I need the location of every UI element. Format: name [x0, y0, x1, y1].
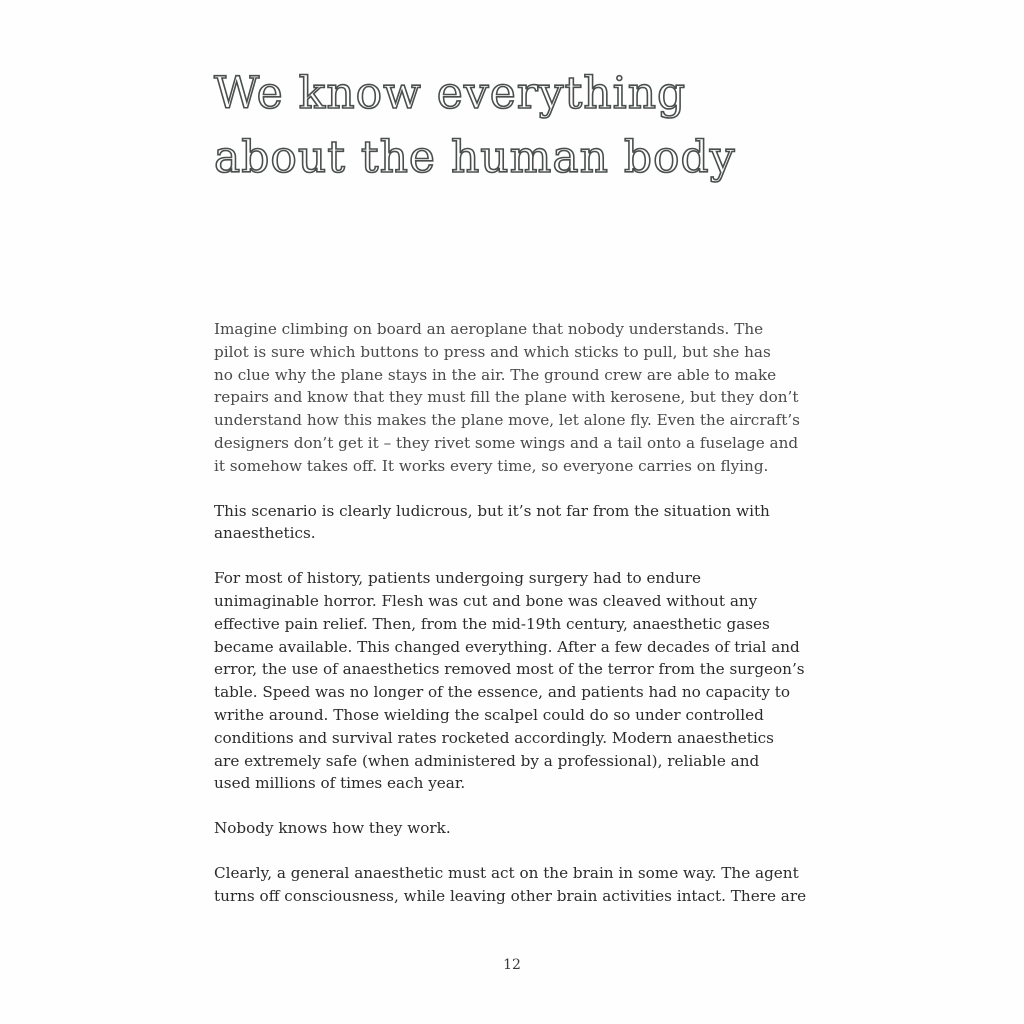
text-line: are extremely safe (when administered by a professional), reliable and — [214, 751, 760, 770]
text-line: no clue why the plane stays in the air. The ground crew are able to make — [214, 365, 777, 384]
paragraph-brain — [214, 862, 814, 908]
text-line: repairs and know that they must fill the plane with kerosene, but they don’t — [214, 388, 799, 407]
paragraph-nobody-knows — [214, 817, 814, 840]
text-line: conditions and survival rates rocketed accordingly. Modern anaesthetics — [214, 728, 774, 747]
text-line: designers don’t get it – they rivet some wings and a tail onto a fuselage and — [214, 433, 799, 452]
paragraph-aeroplane-analogy — [214, 318, 814, 478]
text-line: used millions of times each year. — [214, 774, 466, 793]
paragraph-history — [214, 567, 814, 795]
text-line: writhe around. Those wielding the scalpel could do so under controlled — [214, 705, 764, 724]
text-line: table. Speed was no longer of the essence, and patients had no capacity to — [214, 683, 791, 702]
text-line: effective pain relief. Then, from the mid-19th century, anaesthetic gases — [214, 614, 770, 633]
text-line: turns off consciousness, while leaving other brain activities intact. There are — [214, 886, 807, 905]
text-line: pilot is sure which buttons to press and which sticks to pull, but she has — [214, 342, 771, 361]
text-line: Nobody knows how they work. — [214, 819, 451, 838]
text-line: This scenario is clearly ludicrous, but it’s not far from the situation with — [214, 501, 770, 520]
text-line: Imagine climbing on board an aeroplane that nobody understands. The — [214, 320, 764, 338]
text-line: Clearly, a general anaesthetic must act on the brain in some way. The agent — [214, 863, 799, 882]
text-line: For most of history, patients undergoing surgery had to endure — [214, 569, 701, 588]
page-number: 12 — [503, 957, 521, 973]
chapter-title-line: about the human body — [214, 132, 736, 183]
text-line: error, the use of anaesthetics removed most of the terror from the surgeon’s — [214, 660, 805, 679]
text-line: anaesthetics. — [214, 524, 316, 543]
chapter-title-line: We know everything — [214, 68, 687, 119]
text-line: unimaginable horror. Flesh was cut and bone was cleaved without any — [214, 591, 758, 610]
body-text — [214, 318, 814, 930]
text-line: understand how this makes the plane move, let alone fly. Even the aircraft’s — [214, 411, 800, 430]
text-line: became available. This changed everything. After a few decades of trial and — [214, 637, 800, 656]
chapter-title — [214, 62, 814, 190]
text-line: it somehow takes off. It works every time, so everyone carries on flying. — [214, 456, 769, 475]
paragraph-scenario — [214, 500, 814, 546]
